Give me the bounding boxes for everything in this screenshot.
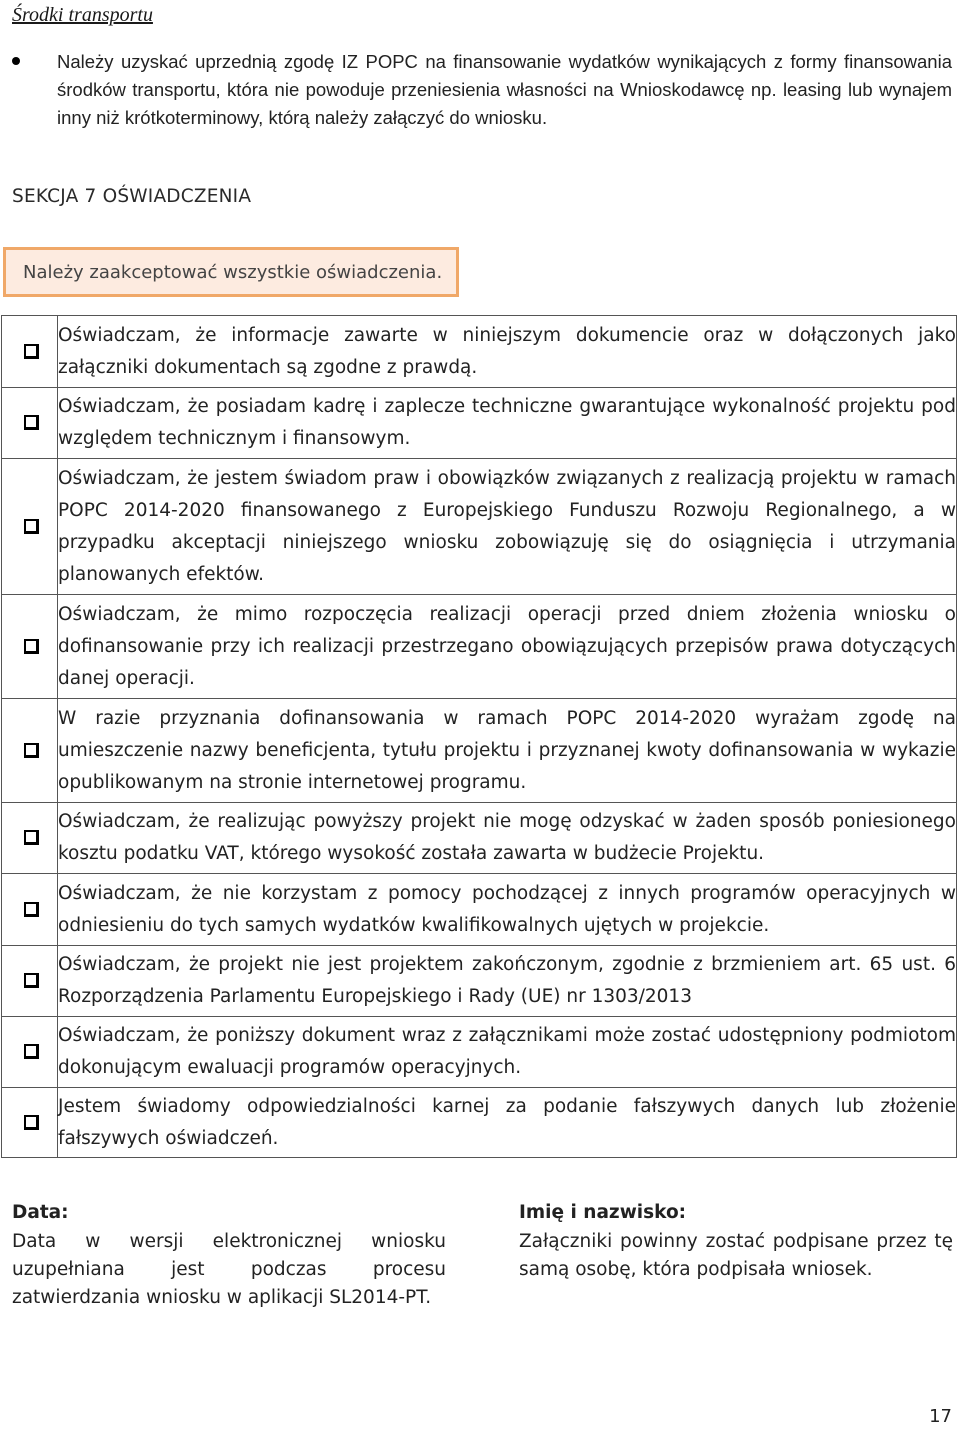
declaration-row — [2, 1017, 957, 1088]
checkbox-cell — [2, 316, 58, 388]
declaration-row — [2, 874, 957, 946]
declaration-row — [2, 699, 957, 803]
declaration-row — [2, 388, 957, 459]
checkbox-cell — [2, 803, 58, 874]
checkbox-cell — [2, 699, 58, 803]
declaration-row — [2, 316, 957, 388]
declaration-text: Oświadczam, że jestem świadom praw i obowiązków związanych z realizacją projektu w ramach POPC 2014-2020 finansowanego z Europejskiego Funduszu Rozwoju Regionalnego, a w przypadku akceptacji niniejszego wniosku zobowiązuję się do osiągnięcia i utrzymania planowanych efektów. — [58, 459, 957, 595]
notice-text: Należy zaakceptować wszystkie oświadczenia. — [23, 262, 443, 283]
declaration-row — [2, 595, 957, 699]
checkbox[interactable] — [24, 902, 39, 917]
declaration-text: Oświadczam, że projekt nie jest projektem zakończonym, zgodnie z brzmieniem art. 65 ust. 6 Rozporządzenia Parlamentu Europejskiego i Rady (UE) nr 1303/2013 — [58, 946, 957, 1017]
date-block — [12, 1198, 446, 1312]
date-text: Data w wersji elektronicznej wniosku uzupełniana jest podczas procesu zatwierdzania wniosku w aplikacji SL2014-PT. — [12, 1231, 446, 1308]
declaration-text: Oświadczam, że mimo rozpoczęcia realizacji operacji przed dniem złożenia wniosku o dofinansowanie przy ich realizacji przestrzegano obowiązujących przepisów prawa dotyczących danej operacji. — [58, 595, 957, 699]
checkbox[interactable] — [24, 639, 39, 654]
checkbox-cell — [2, 1088, 58, 1158]
checkbox-cell — [2, 595, 58, 699]
checkbox[interactable] — [24, 973, 39, 988]
declaration-text: Oświadczam, że posiadam kadrę i zaplecze techniczne gwarantujące wykonalność projektu pod względem technicznym i finansowym. — [58, 388, 957, 459]
declaration-text: Oświadczam, że nie korzystam z pomocy pochodzącej z innych programów operacyjnych w odniesieniu do tych samych wydatków kwalifikowalnych ujętych w projekcie. — [58, 874, 957, 946]
declaration-text: Oświadczam, że informacje zawarte w niniejszym dokumencie oraz w dołączonych jako załączniki dokumentach są zgodne z prawdą. — [58, 316, 957, 388]
checkbox[interactable] — [24, 344, 39, 359]
date-label: Data: — [12, 1202, 69, 1223]
checkbox[interactable] — [24, 415, 39, 430]
declaration-row — [2, 803, 957, 874]
checkbox-cell — [2, 946, 58, 1017]
checkbox[interactable] — [24, 743, 39, 758]
declaration-text: Jestem świadomy odpowiedzialności karnej za podanie fałszywych danych lub złożenie fałszywych oświadczeń. — [58, 1088, 957, 1158]
page-title: Środki transportu — [12, 4, 153, 26]
declaration-row — [2, 946, 957, 1017]
checkbox-cell — [2, 1017, 58, 1088]
declaration-row — [2, 1088, 957, 1158]
declarations-table — [1, 315, 957, 1158]
name-text: Załączniki powinny zostać podpisane przez tę samą osobę, która podpisała wniosek. — [519, 1231, 953, 1280]
notice-box — [3, 247, 459, 297]
name-label: Imię i nazwisko: — [519, 1202, 687, 1223]
declaration-text: W razie przyznania dofinansowania w ramach POPC 2014-2020 wyrażam zgodę na umieszczenie nazwy beneficjenta, tytułu projektu i przyznanej kwoty dofinansowania w wykazie opublikowanym na stronie internetowej programu. — [58, 699, 957, 803]
checkbox[interactable] — [24, 1115, 39, 1130]
declaration-row — [2, 459, 957, 595]
checkbox[interactable] — [24, 519, 39, 534]
declaration-text: Oświadczam, że realizując powyższy projekt nie mogę odzyskać w żaden sposób poniesionego kosztu podatku VAT, którego wysokość została zawarta w budżecie Projektu. — [58, 803, 957, 874]
page-number: 17 — [929, 1406, 952, 1427]
checkbox[interactable] — [24, 830, 39, 845]
section-title: SEKCJA 7 OŚWIADCZENIA — [12, 186, 252, 207]
bullet-text: Należy uzyskać uprzednią zgodę IZ POPC na finansowanie wydatków wynikających z formy finansowania środków transportu, która nie powoduje przeniesienia własności na Wnioskodawcę np. leasing lub wynajem inny niż krótkoterminowy, którą należy załączyć do wniosku. — [57, 51, 952, 128]
bullet-icon — [12, 57, 20, 65]
checkbox-cell — [2, 874, 58, 946]
name-block — [519, 1198, 953, 1284]
declaration-text: Oświadczam, że poniższy dokument wraz z załącznikami może zostać udostępniony podmiotom dokonującym ewaluacji programów operacyjnych. — [58, 1017, 957, 1088]
checkbox-cell — [2, 388, 58, 459]
checkbox[interactable] — [24, 1044, 39, 1059]
checkbox-cell — [2, 459, 58, 595]
